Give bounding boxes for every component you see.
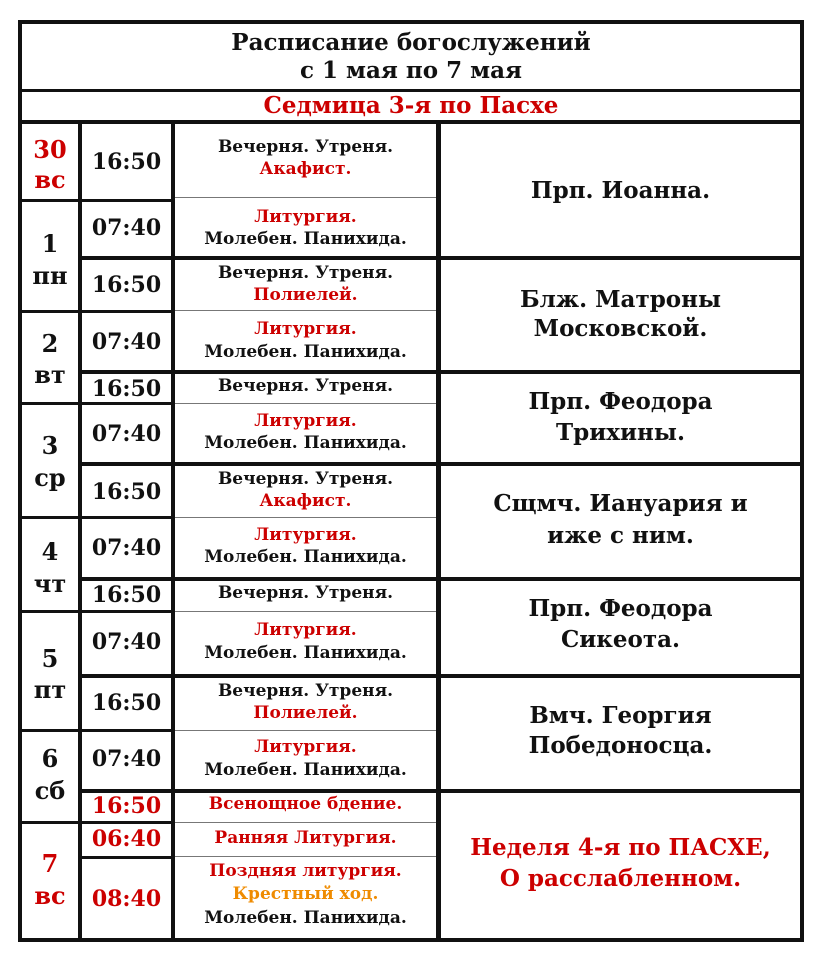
service-time: 08:40 <box>91 886 162 912</box>
day-weekday: вт <box>34 360 66 389</box>
service-note: Акафист. <box>259 159 352 179</box>
feast-name: Прп. Иоанна. <box>530 177 711 204</box>
divider <box>175 611 436 612</box>
service-time: 16:50 <box>91 149 162 175</box>
divider <box>175 789 440 793</box>
service-time: 16:50 <box>91 690 162 716</box>
service-time: 07:40 <box>91 629 162 655</box>
divider <box>175 822 436 823</box>
divider <box>175 577 440 581</box>
feast-name: О расслабленном. <box>499 865 742 892</box>
feast-name: иже с ним. <box>547 522 694 549</box>
divider <box>80 516 173 519</box>
service-name: Вечерня. Утреня. <box>217 469 394 489</box>
feast-name: Блж. Матроны <box>519 286 722 313</box>
divider <box>20 516 80 519</box>
divider <box>20 402 80 405</box>
day-date: 4 <box>41 537 59 566</box>
service-time: 16:50 <box>91 376 162 402</box>
service-name: Литургия. <box>254 411 357 431</box>
divider <box>175 370 440 374</box>
feast-name: Сщмч. Иануария и <box>493 490 748 517</box>
day-date: 1 <box>41 229 59 258</box>
divider <box>440 370 802 374</box>
divider <box>80 370 173 374</box>
divider <box>80 821 173 824</box>
service-time: 07:40 <box>91 746 162 772</box>
service-time: 16:50 <box>91 272 162 298</box>
service-name: Литургия. <box>254 620 357 640</box>
service-name: Вечерня. Утреня. <box>217 583 394 603</box>
feast-name: Вмч. Георгия <box>529 702 712 729</box>
divider <box>175 674 440 678</box>
service-time: 07:40 <box>91 421 162 447</box>
service-time: 16:50 <box>91 582 162 608</box>
feast-name: Победоносца. <box>528 732 713 759</box>
service-note: Молебен. Панихида. <box>204 643 407 663</box>
service-name: Литургия. <box>254 737 357 757</box>
divider <box>80 310 173 313</box>
divider <box>175 730 436 731</box>
service-name: Вечерня. Утреня. <box>217 376 394 396</box>
service-time: 16:50 <box>91 793 162 819</box>
feast-name: Сикеота. <box>560 626 681 653</box>
service-note: Крестный ход. <box>232 884 379 904</box>
divider <box>20 729 80 732</box>
divider <box>440 462 802 466</box>
divider <box>80 674 173 678</box>
divider <box>80 577 173 581</box>
day-weekday: сб <box>34 776 66 805</box>
divider <box>440 256 802 260</box>
service-note: Молебен. Панихида. <box>204 342 407 362</box>
divider <box>80 199 173 202</box>
divider <box>20 610 80 613</box>
day-date: 30 <box>33 135 67 164</box>
divider <box>175 310 436 311</box>
divider <box>175 256 440 260</box>
day-weekday: вс <box>34 165 66 194</box>
service-name: Литургия. <box>254 525 357 545</box>
divider <box>175 462 440 466</box>
day-date: 5 <box>41 644 59 673</box>
divider <box>440 577 802 581</box>
service-name: Вечерня. Утреня. <box>217 137 394 157</box>
divider <box>20 310 80 313</box>
divider <box>80 256 173 260</box>
divider <box>440 789 802 793</box>
day-weekday: пн <box>32 261 68 290</box>
service-name: Ранняя Литургия. <box>214 828 397 848</box>
day-weekday: пт <box>33 675 67 704</box>
feast-name: Прп. Феодора <box>528 388 713 415</box>
divider <box>20 120 802 124</box>
divider <box>20 821 80 824</box>
service-name: Вечерня. Утреня. <box>217 263 394 283</box>
service-note: Молебен. Панихида. <box>204 229 407 249</box>
service-name: Вечерня. Утреня. <box>217 681 394 701</box>
schedule-title: Расписание богослужений <box>231 29 591 56</box>
service-note: Молебен. Панихида. <box>204 908 407 928</box>
service-name: Литургия. <box>254 207 357 227</box>
service-note: Молебен. Панихида. <box>204 433 407 453</box>
day-weekday: ср <box>34 463 66 492</box>
day-date: 7 <box>41 849 59 878</box>
divider <box>80 856 173 859</box>
week-title: Седмица 3-я по Пасхе <box>263 92 559 119</box>
schedule-period: с 1 мая по 7 мая <box>300 57 522 84</box>
divider <box>80 402 173 405</box>
service-name: Поздняя литургия. <box>209 861 402 881</box>
day-date: 2 <box>41 329 59 358</box>
service-name: Всенощное бдение. <box>208 794 403 814</box>
divider <box>175 403 436 404</box>
service-time: 07:40 <box>91 535 162 561</box>
service-name: Литургия. <box>254 319 357 339</box>
service-note: Полиелей. <box>253 285 358 305</box>
service-time: 07:40 <box>91 215 162 241</box>
service-note: Полиелей. <box>253 703 358 723</box>
divider <box>80 610 173 613</box>
day-weekday: вс <box>34 881 66 910</box>
feast-name: Прп. Феодора <box>528 595 713 622</box>
divider <box>20 199 80 202</box>
day-date: 3 <box>41 431 59 460</box>
feast-name: Трихины. <box>556 419 685 446</box>
divider <box>80 462 173 466</box>
service-time: 16:50 <box>91 479 162 505</box>
day-weekday: чт <box>33 569 67 598</box>
divider <box>175 856 436 857</box>
divider <box>175 197 436 198</box>
feast-name: Московской. <box>533 315 708 342</box>
divider <box>440 674 802 678</box>
service-time: 07:40 <box>91 329 162 355</box>
service-time: 06:40 <box>91 826 162 852</box>
feast-name: Неделя 4-я по ПАСХЕ, <box>470 834 771 861</box>
day-date: 6 <box>41 744 59 773</box>
divider <box>175 517 436 518</box>
service-note: Молебен. Панихида. <box>204 760 407 780</box>
service-note: Акафист. <box>259 491 352 511</box>
divider <box>80 729 173 732</box>
service-note: Молебен. Панихида. <box>204 547 407 567</box>
